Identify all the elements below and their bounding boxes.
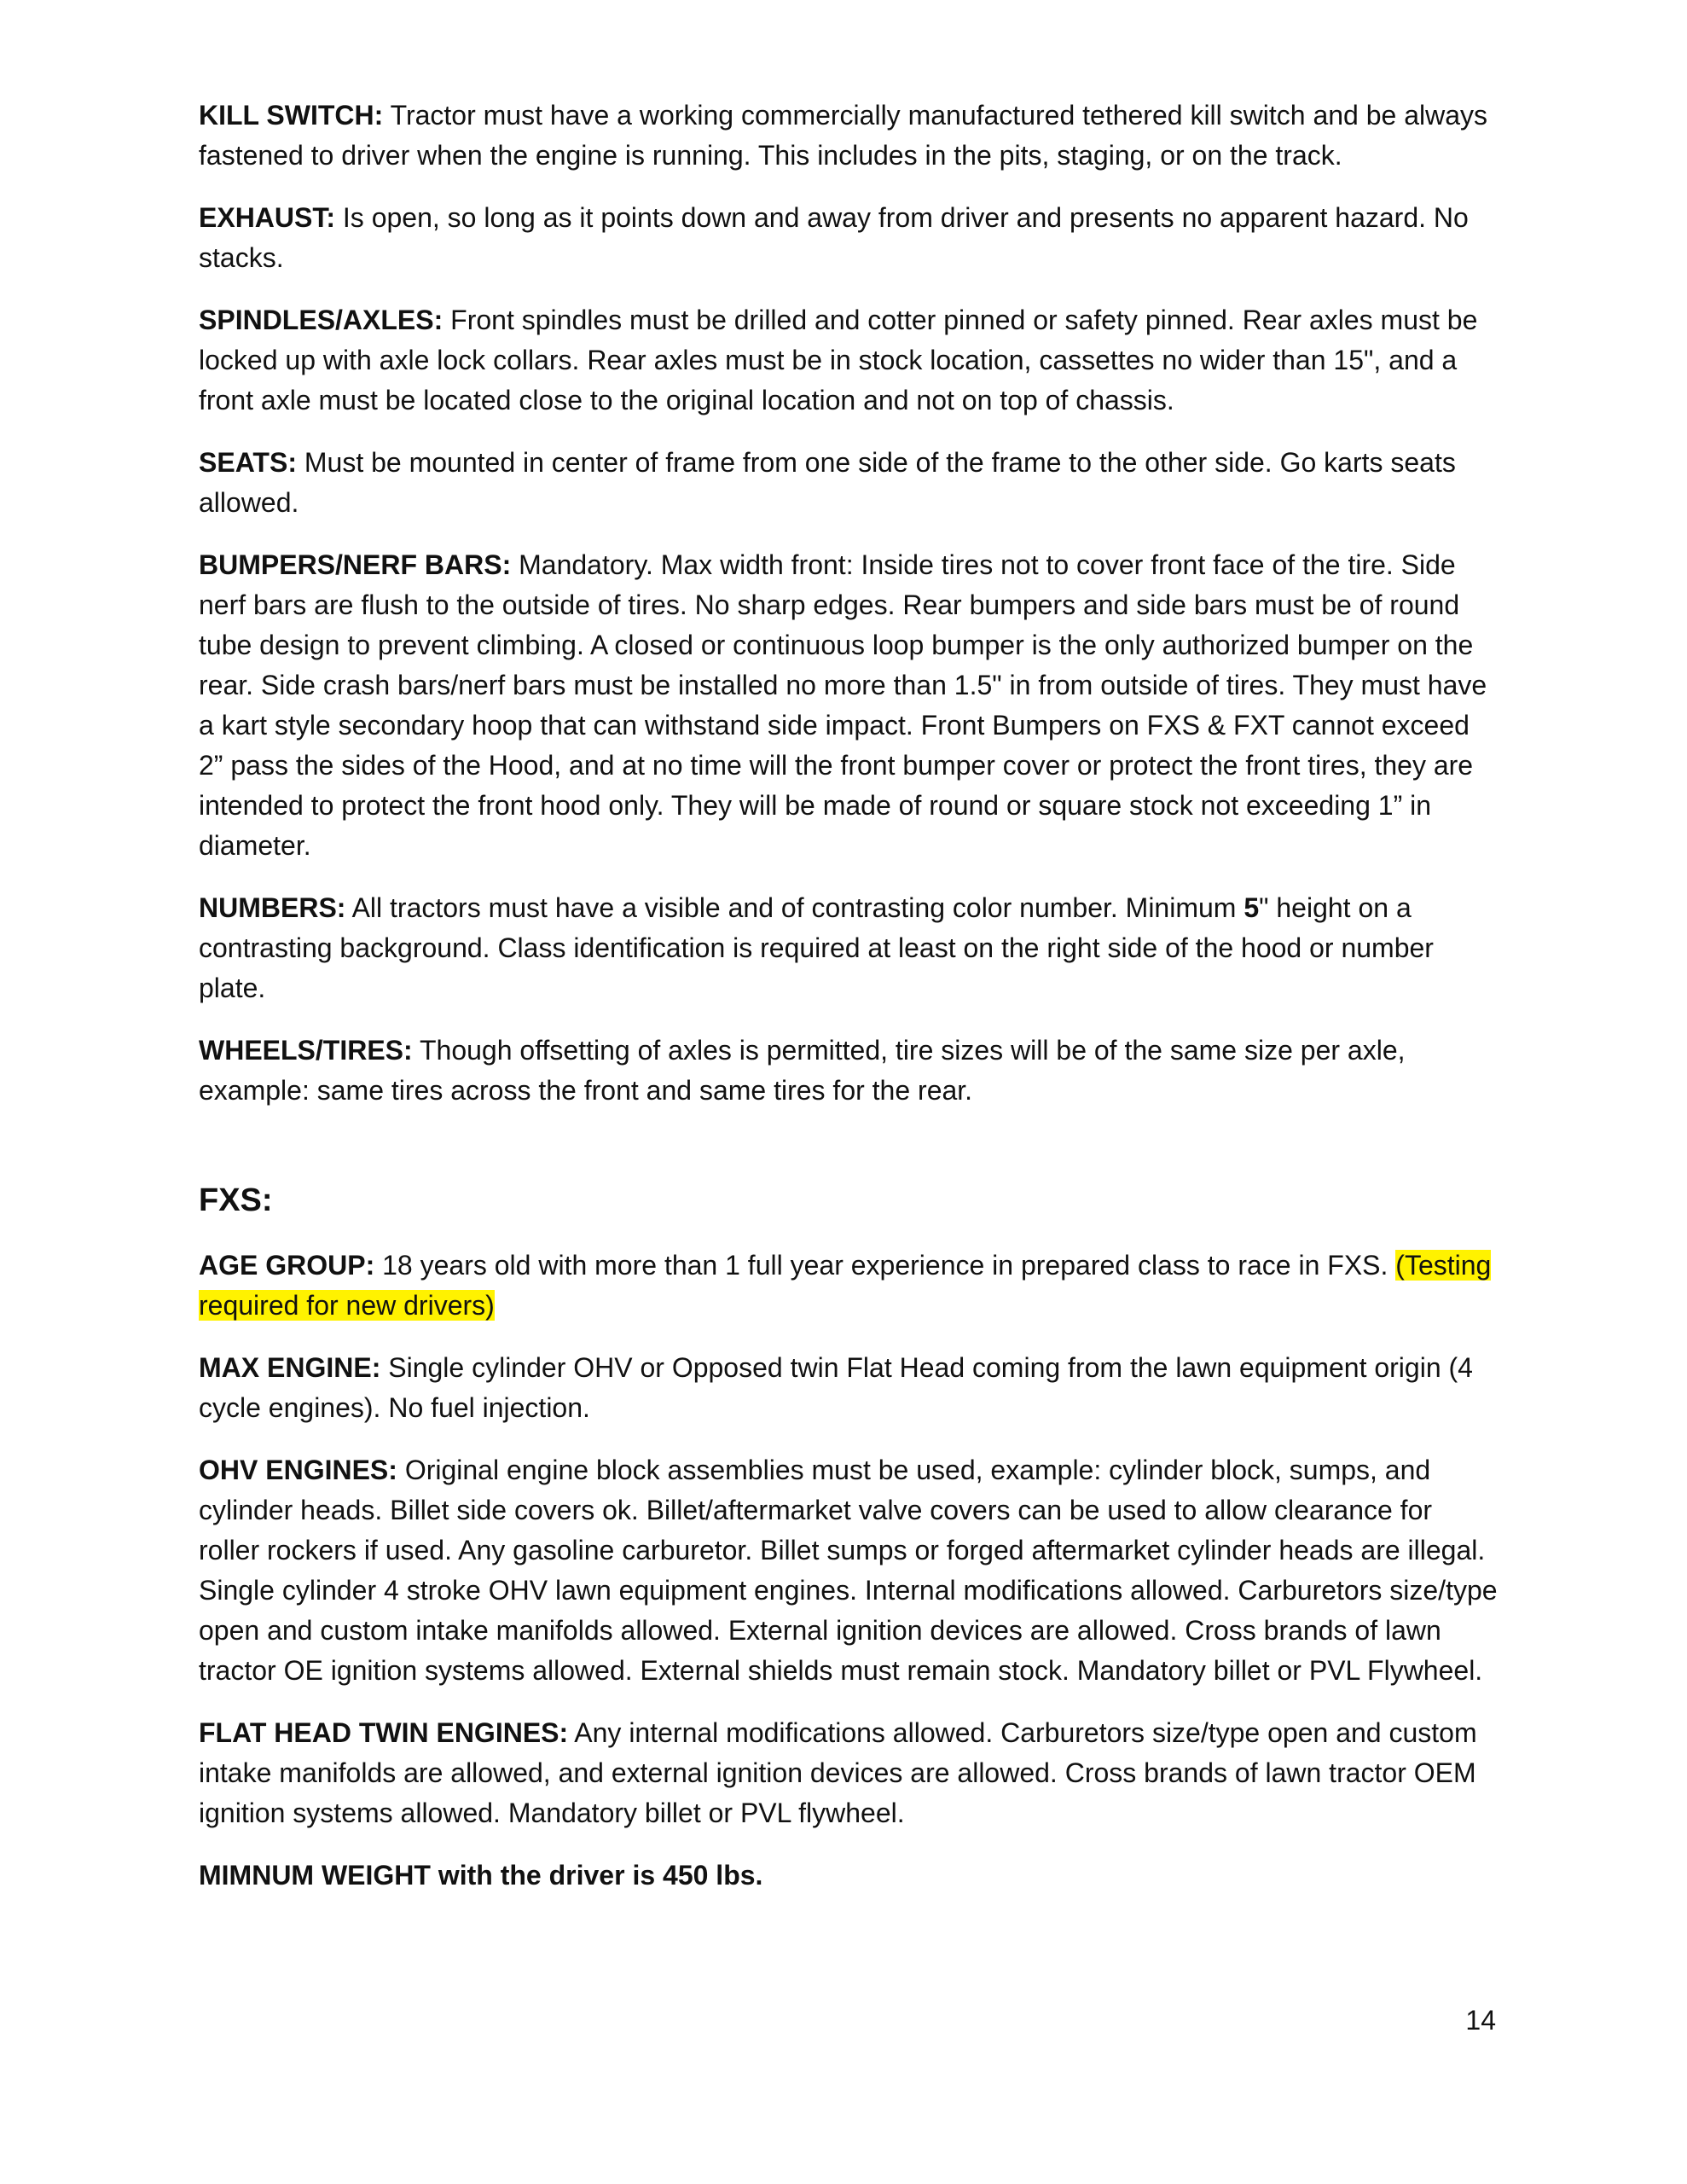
kill-switch-text: Tractor must have a working commercially manufactured tethered kill switch and be always fastened to driver when the engine is running. This includes in the pits, staging, or on the track. — [199, 100, 1488, 171]
max-engine-paragraph — [199, 1348, 1499, 1428]
ohv-engines-label: OHV ENGINES: — [199, 1455, 397, 1485]
max-engine-text: Single cylinder OHV or Opposed twin Flat Head coming from the lawn equipment origin (4 cycle engines). No fuel injection. — [199, 1352, 1473, 1423]
ohv-engines-text: Original engine block assemblies must be used, example: cylinder block, sumps, and cylinder heads. Billet side covers ok. Billet/aftermarket valve covers can be used to allow clearance for roller rockers if used. Any gasoline carburetor. Billet sumps or forged aftermarket cylinder heads are illegal. Single cylinder 4 stroke OHV lawn equipment engines. Internal modifications allowed. Carburetors size/type open and custom intake manifolds allowed. External ignition devices are allowed. Cross brands of lawn tractor OE ignition systems allowed. External shields must remain stock. Mandatory billet or PVL Flywheel. — [199, 1455, 1498, 1686]
age-group-paragraph — [199, 1246, 1499, 1326]
exhaust-text: Is open, so long as it points down and away from driver and presents no apparent hazard. No stacks. — [199, 202, 1469, 273]
wheels-tires-text: Though offsetting of axles is permitted, tire sizes will be of the same size per axle, example: same tires across the front and same tires for the rear. — [199, 1035, 1406, 1106]
bumpers-label: BUMPERS/NERF BARS: — [199, 549, 512, 580]
kill-switch-paragraph — [199, 96, 1499, 176]
exhaust-paragraph — [199, 198, 1499, 278]
numbers-text-before: All tractors must have a visible and of contrasting color number. Minimum — [345, 892, 1244, 923]
page-content — [199, 96, 1499, 1896]
flat-head-paragraph — [199, 1713, 1499, 1833]
wheels-tires-paragraph — [199, 1031, 1499, 1111]
seats-label: SEATS: — [199, 447, 297, 478]
spindles-axles-text: Front spindles must be drilled and cotter pinned or safety pinned. Rear axles must be locked up with axle lock collars. Rear axles must be in stock location, cassettes no wider than 15", and a front axle must be located close to the original location and not on top of chassis. — [199, 305, 1478, 415]
age-group-text: 18 years old with more than 1 full year experience in prepared class to race in FXS. — [374, 1250, 1396, 1281]
seats-paragraph — [199, 443, 1499, 523]
flat-head-label: FLAT HEAD TWIN ENGINES: — [199, 1717, 569, 1748]
numbers-text-after: " height on a contrasting background. Class identification is required at least on the right side of the hood or number plate. — [199, 892, 1434, 1003]
spindles-axles-label: SPINDLES/AXLES: — [199, 305, 443, 335]
numbers-bold-value: 5 — [1244, 892, 1260, 923]
bumpers-text: Mandatory. Max width front: Inside tires not to cover front face of the tire. Side nerf bars are flush to the outside of tires. No sharp edges. Rear bumpers and side bars must be of round tube design to prevent climbing. A closed or continuous loop bumper is the only authorized bumper on the rear. Side crash bars/nerf bars must be installed no more than 1.5" in from outside of tires. They must have a kart style secondary hoop that can withstand side impact. Front Bumpers on FXS & FXT cannot exceed 2” pass the sides of the Hood, and at no time will the front bumper cover or protect the front tires, they are intended to protect the front hood only. They will be made of round or square stock not exceeding 1” in diameter. — [199, 549, 1487, 861]
ohv-engines-paragraph — [199, 1450, 1499, 1691]
age-group-label: AGE GROUP: — [199, 1250, 375, 1281]
page-number: 14 — [1465, 2005, 1496, 2036]
numbers-paragraph — [199, 888, 1499, 1008]
seats-text: Must be mounted in center of frame from one side of the frame to the other side. Go karts seats allowed. — [199, 447, 1456, 518]
age-group-highlight: (Testing required for new drivers) — [199, 1250, 1492, 1321]
numbers-label: NUMBERS: — [199, 892, 346, 923]
max-engine-label: MAX ENGINE: — [199, 1352, 381, 1383]
minimum-weight-line: MIMNUM WEIGHT with the driver is 450 lbs. — [199, 1860, 763, 1891]
flat-head-text: Any internal modifications allowed. Carburetors size/type open and custom intake manifolds are allowed, and external ignition devices are allowed. Cross brands of lawn tractor OEM ignition systems allowed. Mandatory billet or PVL flywheel. — [199, 1717, 1477, 1828]
bumpers-paragraph — [199, 545, 1499, 866]
kill-switch-label: KILL SWITCH: — [199, 100, 384, 131]
exhaust-label: EXHAUST: — [199, 202, 336, 233]
wheels-tires-label: WHEELS/TIRES: — [199, 1035, 413, 1066]
fxs-heading: FXS: — [199, 1182, 273, 1218]
spindles-axles-paragraph — [199, 300, 1499, 421]
